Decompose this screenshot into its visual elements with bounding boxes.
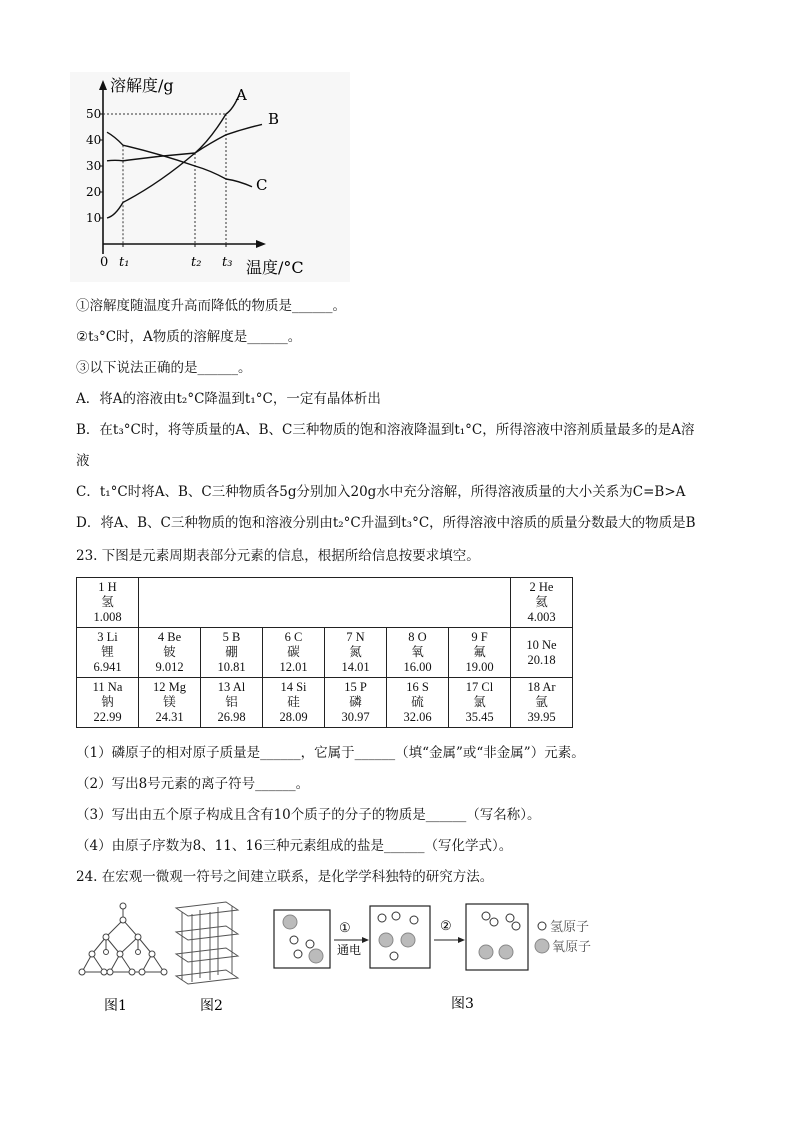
arrow-1-head bbox=[362, 937, 369, 943]
y-tick-label: 50 bbox=[86, 107, 102, 121]
q22-line-3: ③以下说法正确的是______。 bbox=[76, 360, 252, 376]
curve-label-C: C bbox=[256, 176, 268, 194]
q23-sub-2: （2）写出8号元素的离子符号______。 bbox=[76, 776, 310, 792]
x-axis-arrow bbox=[256, 240, 266, 248]
q22-option-b-cont: 液 bbox=[76, 453, 90, 469]
legend-o-label: 氧原子 bbox=[552, 940, 592, 955]
q22-line-2: ②t₃°C时，A物质的溶解度是______。 bbox=[76, 329, 302, 345]
element-cell-Al: 13 Al 铝 26.98 bbox=[201, 678, 263, 728]
q22-option-d: D．将A、B、C三种物质的饱和溶液分别由t₂°C升温到t₃°C，所得溶液中溶质的质量分数最大的物质是B bbox=[76, 515, 696, 531]
element-cell-N: 7 N 氮 14.01 bbox=[325, 628, 387, 678]
step-2-label: ② bbox=[440, 919, 452, 934]
element-cell-Be: 4 Be 铍 9.012 bbox=[139, 628, 201, 678]
figure-2-graphite-layers bbox=[176, 902, 238, 984]
element-cell-Cl: 17 Cl 氯 35.45 bbox=[449, 678, 511, 728]
element-cell-Li: 3 Li 锂 6.941 bbox=[77, 628, 139, 678]
figure-3-box-2 bbox=[370, 906, 430, 968]
figure-1-diamond-lattice bbox=[79, 903, 167, 975]
q23-title: 23. 下图是元素周期表部分元素的信息，根据所给信息按要求填空。 bbox=[76, 548, 480, 564]
figure-3-box-3 bbox=[466, 904, 528, 970]
legend-h-icon bbox=[538, 922, 546, 930]
q23-sub-4: （4）由原子序数为8、11、16三种元素组成的盐是______（写化学式）。 bbox=[76, 838, 513, 854]
y-tick-label: 10 bbox=[86, 211, 102, 225]
x-axis-label: 温度/°C bbox=[246, 258, 304, 277]
y-axis-label: 溶解度/g bbox=[110, 76, 174, 95]
q22-line-1: ①溶解度随温度升高而降低的物质是______。 bbox=[76, 298, 346, 314]
curve-B bbox=[107, 124, 262, 160]
q22-option-b: B．在t₃°C时，将等质量的A、B、C三种物质的饱和溶液降温到t₁°C，所得溶液中溶剂质量最多的是A溶 bbox=[76, 422, 695, 438]
q22-option-a: A．将A的溶液由t₂°C降温到t₁°C，一定有晶体析出 bbox=[76, 391, 381, 407]
legend-o-icon bbox=[535, 939, 549, 953]
element-cell-F: 9 F 氟 19.00 bbox=[449, 628, 511, 678]
element-cell-P: 15 P 磷 30.97 bbox=[325, 678, 387, 728]
element-cell-Ar: 18 Ar 氩 39.95 bbox=[511, 678, 573, 728]
element-cell-B: 5 B 硼 10.81 bbox=[201, 628, 263, 678]
y-tick-label: 40 bbox=[86, 133, 102, 147]
element-cell-Mg: 12 Mg 镁 24.31 bbox=[139, 678, 201, 728]
legend-h-label: 氢原子 bbox=[550, 920, 590, 935]
step-1-note: 通电 bbox=[337, 943, 362, 957]
y-tick-label: 30 bbox=[86, 159, 102, 173]
element-cell-C: 6 C 碳 12.01 bbox=[263, 628, 325, 678]
origin-label: 0 bbox=[100, 255, 109, 270]
x-tick-label: t₁ bbox=[119, 255, 130, 270]
element-cell-S: 16 S 硫 32.06 bbox=[387, 678, 449, 728]
element-cell-Na: 11 Na 钠 22.99 bbox=[77, 678, 139, 728]
figure-1-caption: 图1 bbox=[104, 998, 127, 1014]
q24-title: 24. 在宏观一微观一符号之间建立联系，是化学学科独特的研究方法。 bbox=[76, 869, 494, 885]
element-cell-He: 2 He 氦 4.003 bbox=[511, 578, 573, 628]
element-cell-O: 8 O 氧 16.00 bbox=[387, 628, 449, 678]
figure-3-box-1 bbox=[274, 910, 330, 968]
q23-sub-1: （1）磷原子的相对原子质量是______，它属于______（填“金属”或“非金属”）元素。 bbox=[76, 745, 585, 761]
step-1-label: ① bbox=[339, 921, 351, 936]
arrow-2-head bbox=[458, 937, 465, 943]
q24-figures bbox=[76, 892, 636, 1022]
solubility-chart bbox=[70, 72, 350, 282]
figure-2-caption: 图2 bbox=[200, 998, 223, 1014]
element-cell-Ne: 10 Ne 20.18 bbox=[511, 628, 573, 678]
q23-sub-3: （3）写出由五个原子构成且含有10个质子的分子的物质是______（写名称）。 bbox=[76, 807, 541, 823]
element-cell-Si: 14 Si 硅 28.09 bbox=[263, 678, 325, 728]
y-tick-label: 20 bbox=[86, 185, 102, 199]
periodic-table bbox=[76, 577, 573, 728]
x-tick-label: t₃ bbox=[222, 255, 233, 270]
y-axis-arrow bbox=[99, 80, 107, 90]
chart-svg bbox=[70, 72, 350, 282]
element-cell-H: 1 H 氢 1.008 bbox=[77, 578, 139, 628]
figure-3-caption: 图3 bbox=[451, 996, 474, 1012]
q22-option-c: C．t₁°C时将A、B、C三种物质各5g分别加入20g水中充分溶解，所得溶液质量的大小关系为C=B>A bbox=[76, 484, 686, 500]
curve-label-A: A bbox=[236, 86, 247, 104]
curve-label-B: B bbox=[268, 110, 280, 128]
figures-svg bbox=[76, 892, 636, 1022]
x-tick-label: t₂ bbox=[191, 255, 202, 270]
